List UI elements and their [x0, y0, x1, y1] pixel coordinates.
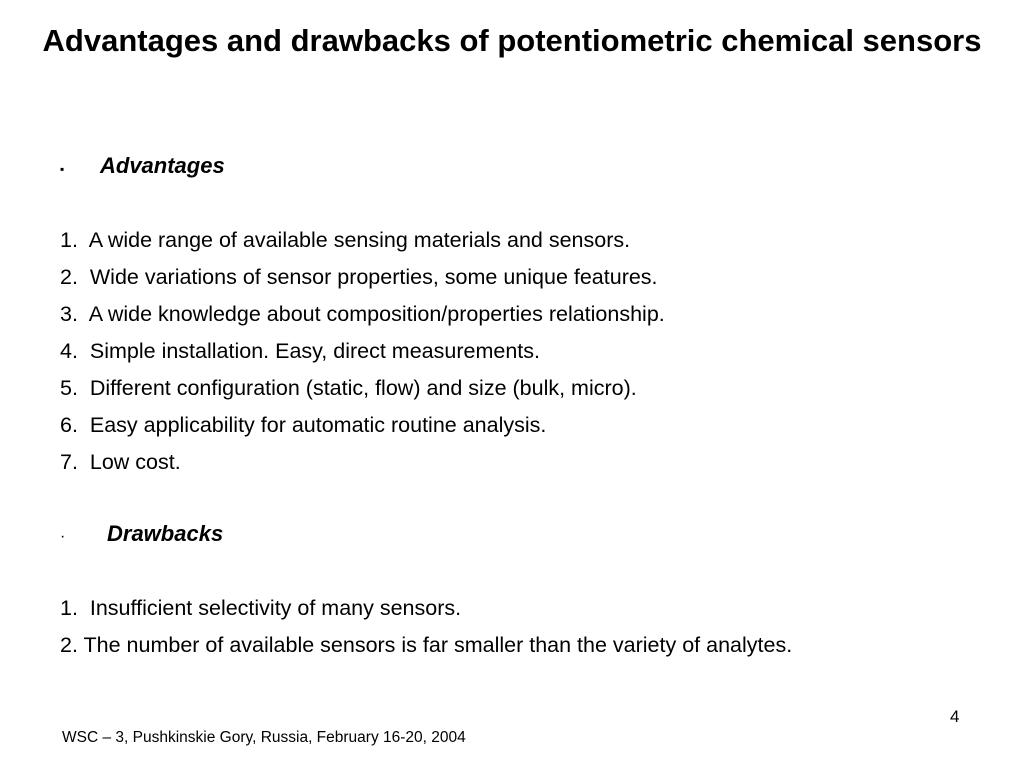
slide-title: Advantages and drawbacks of potentiometric chemical sensors — [42, 23, 982, 58]
drawbacks-list — [60, 590, 792, 664]
list-item: 3. A wide knowledge about composition/properties relationship. — [60, 302, 665, 326]
advantages-heading — [60, 153, 225, 179]
advantages-list — [60, 222, 665, 481]
drawbacks-label: Drawbacks — [107, 521, 224, 546]
page-number: 4 — [950, 707, 960, 726]
list-item: 7. Low cost. — [60, 450, 181, 474]
footer: WSC – 3, Pushkinskie Gory, Russia, February 16-20, 2004 — [62, 729, 466, 746]
drawbacks-heading — [60, 521, 223, 547]
list-item: 2. The number of available sensors is far smaller than the variety of analytes. — [60, 633, 793, 657]
bullet-icon: ▪ — [60, 162, 65, 176]
list-item: 2. Wide variations of sensor properties, some unique features. — [60, 265, 658, 289]
list-item: 1. A wide range of available sensing materials and sensors. — [60, 228, 631, 252]
list-item: 4. Simple installation. Easy, direct measurements. — [60, 339, 540, 363]
list-item: 6. Easy applicability for automatic routine analysis. — [60, 413, 547, 437]
list-item: 1. Insufficient selectivity of many sensors. — [60, 596, 462, 620]
bullet-icon: · — [60, 528, 66, 545]
advantages-label: Advantages — [100, 153, 225, 178]
list-item: 5. Different configuration (static, flow) and size (bulk, micro). — [60, 376, 637, 400]
